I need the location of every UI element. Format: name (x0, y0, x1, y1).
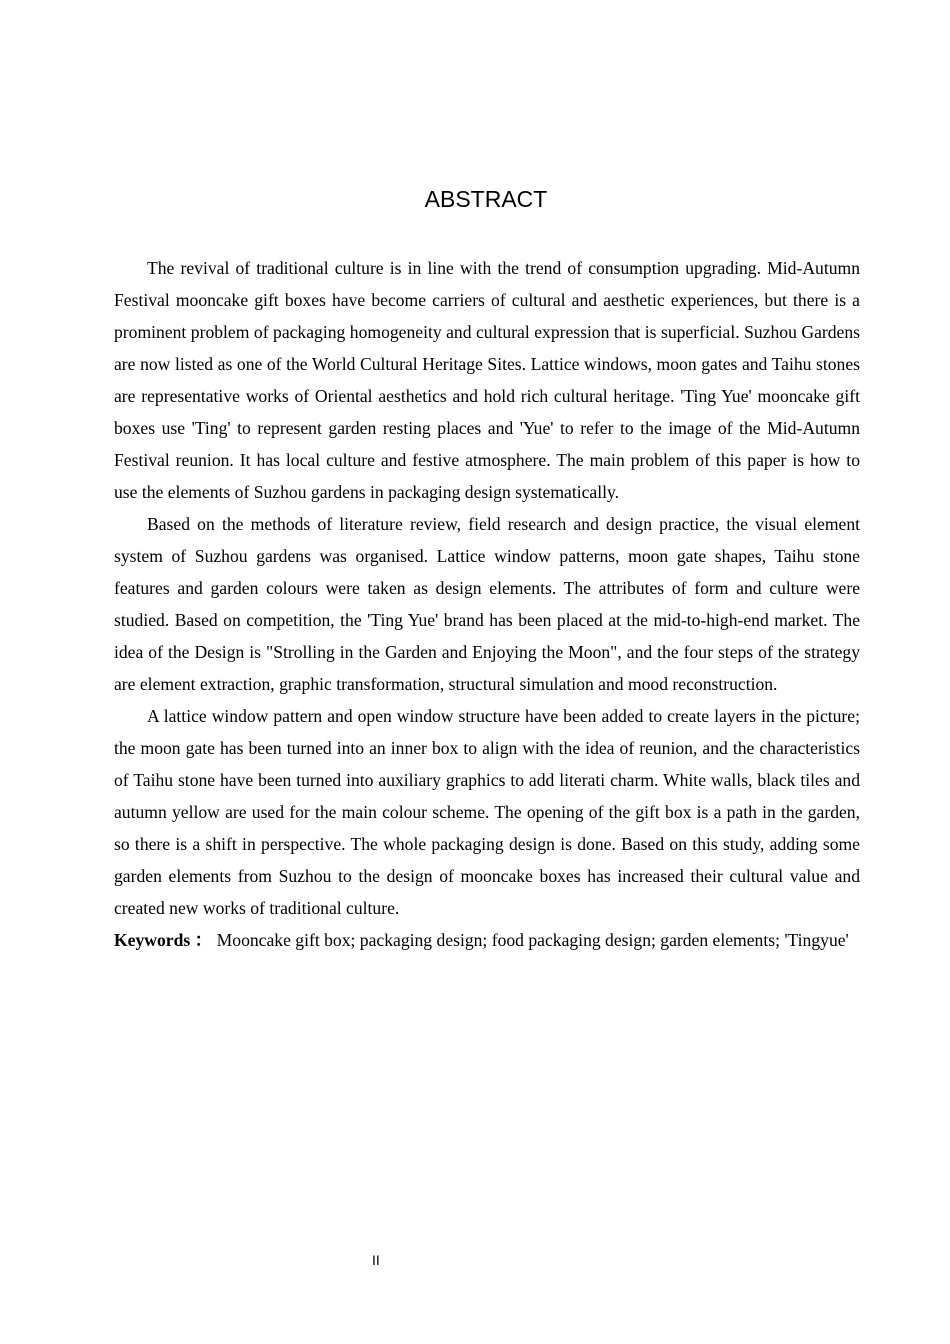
abstract-paragraph-2: Based on the methods of literature review, field research and design practice, the visual element system of Suzhou gardens was organised. Lattice window patterns, moon gate shapes, Taihu stone features and garden colours were taken as design elements. The attributes of form and culture were studied. Based on competition, the 'Ting Yue' brand has been placed at the mid-to-high-end market. The idea of the Design is "Strolling in the Garden and Enjoying the Moon", and the four steps of the strategy are element extraction, graphic transformation, structural simulation and mood reconstruction. (114, 514, 860, 694)
keywords-line (114, 924, 860, 956)
keywords-label: Keywords ： (114, 930, 213, 950)
abstract-paragraph-3: A lattice window pattern and open window structure have been added to create layers in the picture; the moon gate has been turned into an inner box to align with the idea of reunion, and the characteristics of Taihu stone have been turned into auxiliary graphics to add literati charm. White walls, black tiles and autumn yellow are used for the main colour scheme. The opening of the gift box is a path in the garden, so there is a shift in perspective. The whole packaging design is done. Based on this study, adding some garden elements from Suzhou to the design of mooncake boxes has increased their cultural value and created new works of traditional culture. (114, 706, 860, 918)
page-number: II (372, 1252, 380, 1268)
abstract-title: ABSTRACT (424, 186, 548, 212)
abstract-body (114, 252, 860, 956)
keywords-text: Mooncake gift box; packaging design; food packaging design; garden elements; 'Tingyue' (212, 930, 849, 950)
abstract-paragraph-1: The revival of traditional culture is in line with the trend of consumption upgrading. Mid-Autumn Festival mooncake gift boxes have become carriers of cultural and aesthetic experiences, but there is a prominent problem of packaging homogeneity and cultural expression that is superficial. Suzhou Gardens are now listed as one of the World Cultural Heritage Sites. Lattice windows, moon gates and Taihu stones are representative works of Oriental aesthetics and hold rich cultural heritage. 'Ting Yue' mooncake gift boxes use 'Ting' to represent garden resting places and 'Yue' to refer to the image of the Mid-Autumn Festival reunion. It has local culture and festive atmosphere. The main problem of this paper is how to use the elements of Suzhou gardens in packaging design systematically. (114, 258, 860, 502)
